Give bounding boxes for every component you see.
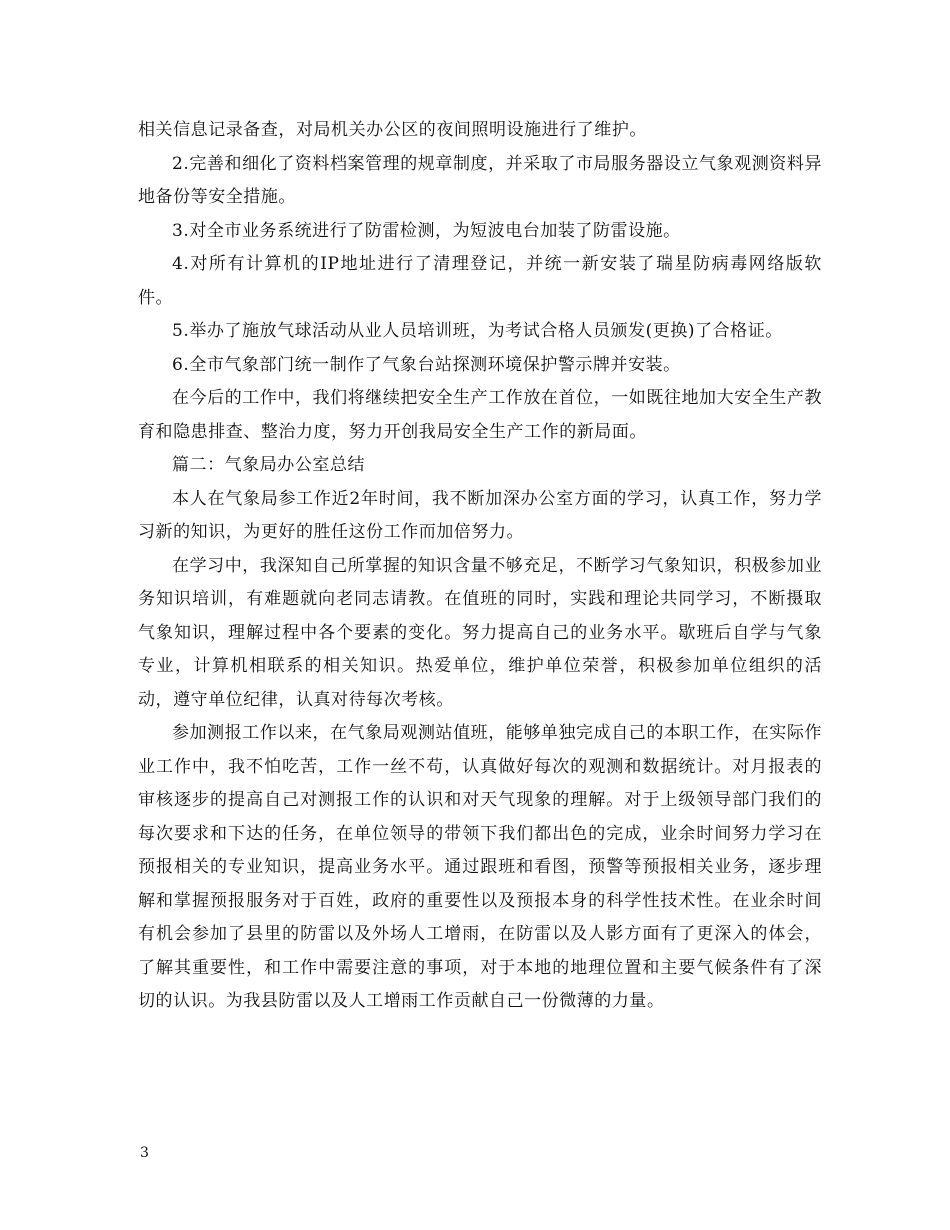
paragraph-study: 在学习中，我深知自己所掌握的知识含量不够充足，不断学习气象知识，积极参加业务知识培训，有难题就向老同志请教。在值班的同时，实践和理论共同学习，不断摄取气象知识，理解过程中各个要素的变化。努力提高自己的业务水平。歇班后自学与气象专业，计算机相联系的相关知识。热爱单位，维护单位荣誉，积极参加单位组织的活动，遵守单位纪律，认真对待每次考核。 [138, 555, 822, 710]
paragraph-conclusion: 在今后的工作中，我们将继续把安全生产工作放在首位，一如既往地加大安全生产教育和隐患排查、整治力度，努力开创我局安全生产工作的新局面。 [138, 388, 822, 442]
paragraph-item-5: 5.举办了施放气球活动从业人员培训班，为考试合格人员颁发(更换)了合格证。 [172, 321, 783, 341]
paragraph-item-6: 6.全市气象部门统一制作了气象台站探测环境保护警示牌并安装。 [172, 354, 681, 375]
paragraph-intro: 本人在气象局参工作近2年时间，我不断加深办公室方面的学习，认真工作，努力学习新的知识，为更好的胜任这份工作而加倍努力。 [138, 488, 822, 542]
document-body [138, 114, 822, 1019]
paragraph-item-2: 2.完善和细化了资料档案管理的规章制度，并采取了市局服务器设立气象观测资料异地备份等安全措施。 [138, 153, 822, 207]
paragraph-observation-work: 参加测报工作以来，在气象局观测站值班，能够单独完成自己的本职工作，在实际作业工作中，我不怕吃苦，工作一丝不苟，认真做好每次的观测和数据统计。对月报表的审核逐步的提高自己对测报工作的认识和对天气现象的理解。对于上级领导部门我们的每次要求和下达的任务，在单位领导的带领下我们都出色的完成，业余时间努力学习在预报相关的专业知识，提高业务水平。通过跟班和看图，预警等预报相关业务，逐步理解和掌握预报服务对于百姓，政府的重要性以及预报本身的科学性技术性。在业余时间有机会参加了县里的防雷以及外场人工增雨，在防雷以及人影方面有了更深入的体会，了解其重要性，和工作中需要注意的事项，对于本地的地理位置和主要气候条件有了深切的认识。为我县防雷以及人工增雨工作贡献自己一份微薄的力量。 [138, 723, 822, 1011]
paragraph-item-4: 4.对所有计算机的IP地址进行了清理登记，并统一新安装了瑞星防病毒网络版软件。 [138, 254, 822, 308]
page-number: 3 [140, 1145, 149, 1161]
section-heading: 篇二：气象局办公室总结 [172, 455, 366, 475]
paragraph-continuation: 相关信息记录备查，对局机关办公区的夜间照明设施进行了维护。 [138, 120, 647, 140]
paragraph-item-3: 3.对全市业务系统进行了防雷检测，为短波电台加装了防雷设施。 [172, 220, 681, 241]
